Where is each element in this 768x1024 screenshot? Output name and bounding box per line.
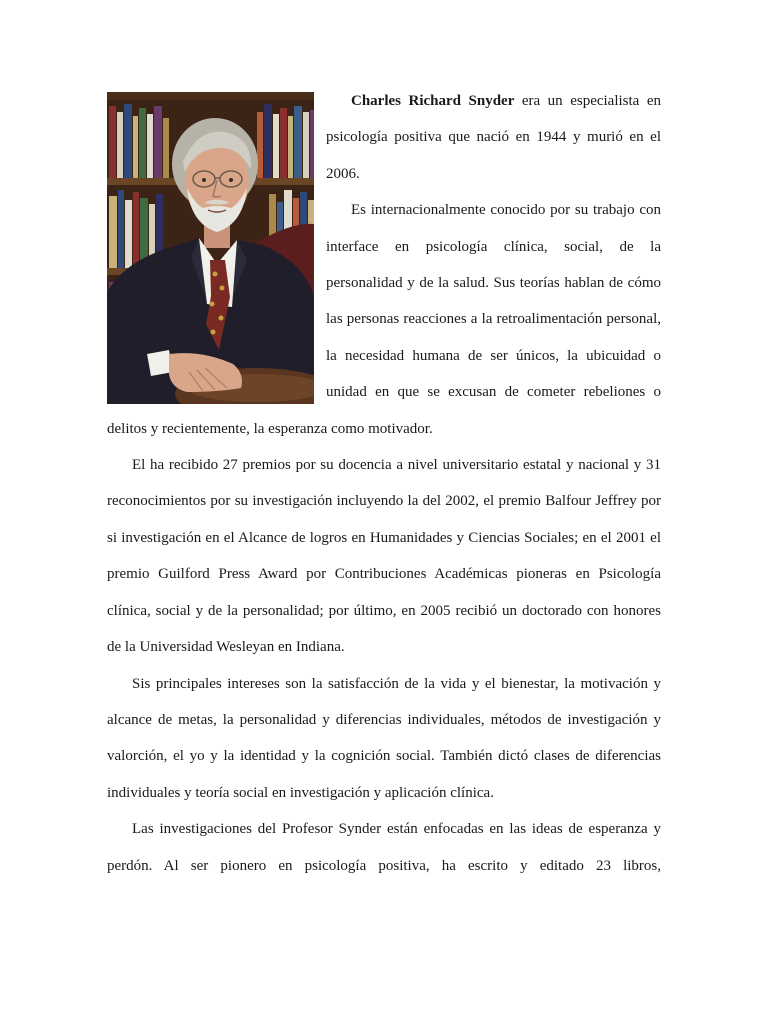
document-body bbox=[107, 83, 661, 884]
portrait-photo bbox=[107, 92, 314, 404]
paragraph-recognition: Es internacionalmente conocido por su trabajo con interface en psicología clínica, social, de la personalidad y de la salud. Sus teorías hablan de cómo las personas reacciones a la retroalimentación personal, la necesidad humana de ser únicos, la ubicuidad o unidad en que se excusan de cometer rebeliones o delitos y recientemente, la esperanza como motivador. bbox=[107, 202, 661, 437]
subject-name: Charles Richard Snyder bbox=[351, 93, 515, 109]
intro-text: era un especialista en psicología positiva que nació en 1944 y murió en el 2006. bbox=[326, 93, 661, 182]
paragraph-awards: El ha recibido 27 premios por su docencia a nivel universitario estatal y nacional y 31 reconocimientos por su investigación incluyendo la del 2002, el premio Balfour Jeffrey por si investigación en el Alcance de logros en Humanidades y Ciencias Sociales; en el 2001 el premio Guilford Press Award por Contribuciones Académicas pioneras en Psicología clínica, social y de la personalidad; por último, en 2005 recibió un doctorado con honores de la Universidad Wesleyan en Indiana. bbox=[107, 457, 661, 656]
paragraph-interests: Sis principales intereses son la satisfacción de la vida y el bienestar, la motivación y alcance de metas, la personalidad y diferencias individuales, métodos de investigación y valorción, el yo y la identidad y la cognición social. También dictó clases de diferencias individuales y teoría social en investigación y aplicación clínica. bbox=[107, 675, 661, 801]
paragraph-research: Las investigaciones del Profesor Synder están enfocadas en las ideas de esperanza y perdón. Al ser pionero en psicología positiva, ha escrito y editado 23 libros, bbox=[107, 821, 661, 874]
